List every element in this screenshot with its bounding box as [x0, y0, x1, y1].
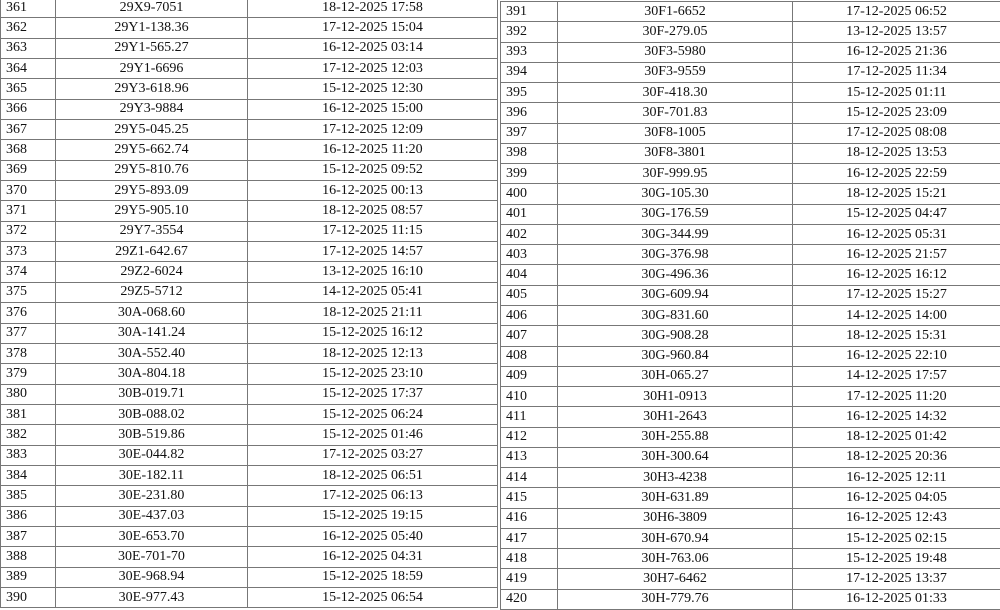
- row-number: 390: [1, 587, 56, 607]
- row-number: 367: [1, 120, 56, 140]
- row-number: 370: [1, 181, 56, 201]
- row-number: 410: [501, 387, 558, 407]
- table-row: [501, 62, 1000, 82]
- table-row: [1, 221, 498, 241]
- table-row: [1, 526, 498, 546]
- row-number: 374: [1, 262, 56, 282]
- timestamp: 16-12-2025 14:32: [793, 407, 1000, 427]
- table-row: [501, 184, 1000, 204]
- table-row: [501, 103, 1000, 123]
- row-number: 383: [1, 445, 56, 465]
- row-number: 388: [1, 547, 56, 567]
- license-plate: 29Y5-893.09: [56, 181, 248, 201]
- license-plate: 30G-176.59: [558, 204, 793, 224]
- table-row: [1, 364, 498, 384]
- table-row: [501, 265, 1000, 285]
- timestamp: 16-12-2025 01:33: [793, 589, 1000, 609]
- table-row: [1, 486, 498, 506]
- timestamp: 16-12-2025 00:13: [248, 181, 498, 201]
- row-number: 375: [1, 282, 56, 302]
- license-plate: 30H-300.64: [558, 447, 793, 467]
- row-number: 371: [1, 201, 56, 221]
- row-number: 402: [501, 224, 558, 244]
- timestamp: 16-12-2025 12:11: [793, 468, 1000, 488]
- timestamp: 18-12-2025 15:21: [793, 184, 1000, 204]
- row-number: 420: [501, 589, 558, 609]
- table-row: [501, 569, 1000, 589]
- license-plate: 29Y7-3554: [56, 221, 248, 241]
- license-plate: 30G-960.84: [558, 346, 793, 366]
- row-number: 362: [1, 18, 56, 38]
- row-number: 373: [1, 242, 56, 262]
- row-number: 407: [501, 326, 558, 346]
- table-row: [501, 224, 1000, 244]
- timestamp: 15-12-2025 23:10: [248, 364, 498, 384]
- row-number: 411: [501, 407, 558, 427]
- timestamp: 16-12-2025 05:40: [248, 526, 498, 546]
- license-plate: 30A-068.60: [56, 303, 248, 323]
- table-row: [501, 143, 1000, 163]
- timestamp: 17-12-2025 06:52: [793, 2, 1000, 22]
- timestamp: 17-12-2025 08:08: [793, 123, 1000, 143]
- table-row: [1, 181, 498, 201]
- table-row: [501, 387, 1000, 407]
- license-plate: 30B-519.86: [56, 425, 248, 445]
- license-plate: 30H-631.89: [558, 488, 793, 508]
- table-row: [1, 79, 498, 99]
- table-row: [501, 2, 1000, 22]
- timestamp: 16-12-2025 16:12: [793, 265, 1000, 285]
- license-plate: 29Y5-045.25: [56, 120, 248, 140]
- row-number: 378: [1, 343, 56, 363]
- license-plate: 30F3-9559: [558, 62, 793, 82]
- row-number: 396: [501, 103, 558, 123]
- timestamp: 18-12-2025 08:57: [248, 201, 498, 221]
- row-number: 418: [501, 549, 558, 569]
- table-row: [501, 22, 1000, 42]
- timestamp: 16-12-2025 04:05: [793, 488, 1000, 508]
- row-number: 392: [501, 22, 558, 42]
- table-row: [501, 164, 1000, 184]
- license-plate: 30H1-0913: [558, 387, 793, 407]
- row-number: 366: [1, 99, 56, 119]
- timestamp: 17-12-2025 03:27: [248, 445, 498, 465]
- row-number: 399: [501, 164, 558, 184]
- timestamp: 16-12-2025 15:00: [248, 99, 498, 119]
- timestamp: 16-12-2025 21:57: [793, 245, 1000, 265]
- license-plate: 29Z2-6024: [56, 262, 248, 282]
- row-number: 415: [501, 488, 558, 508]
- timestamp: 18-12-2025 01:42: [793, 427, 1000, 447]
- row-number: 365: [1, 79, 56, 99]
- row-number: 405: [501, 285, 558, 305]
- license-plate: 30E-182.11: [56, 465, 248, 485]
- license-plate: 30A-552.40: [56, 343, 248, 363]
- license-plate: 30H-763.06: [558, 549, 793, 569]
- license-plate: 30F8-3801: [558, 143, 793, 163]
- table-row: [1, 201, 498, 221]
- timestamp: 17-12-2025 11:15: [248, 221, 498, 241]
- timestamp: 18-12-2025 20:36: [793, 447, 1000, 467]
- row-number: 400: [501, 184, 558, 204]
- table-row: [1, 38, 498, 58]
- license-plate: 30G-344.99: [558, 224, 793, 244]
- row-number: 409: [501, 366, 558, 386]
- table-row: [1, 0, 498, 18]
- timestamp: 15-12-2025 18:59: [248, 567, 498, 587]
- table-row: [1, 547, 498, 567]
- timestamp: 16-12-2025 12:43: [793, 508, 1000, 528]
- license-plate: 30F-279.05: [558, 22, 793, 42]
- timestamp: 18-12-2025 06:51: [248, 465, 498, 485]
- table-row: [501, 488, 1000, 508]
- row-number: 414: [501, 468, 558, 488]
- timestamp: 15-12-2025 01:11: [793, 83, 1000, 103]
- table-row: [501, 407, 1000, 427]
- table-row: [1, 303, 498, 323]
- license-plate: 30B-088.02: [56, 404, 248, 424]
- license-plate: 29Y1-565.27: [56, 38, 248, 58]
- timestamp: 18-12-2025 13:53: [793, 143, 1000, 163]
- table-row: [501, 447, 1000, 467]
- row-number: 382: [1, 425, 56, 445]
- timestamp: 14-12-2025 17:57: [793, 366, 1000, 386]
- license-plate: 30H6-3809: [558, 508, 793, 528]
- timestamp: 17-12-2025 12:09: [248, 120, 498, 140]
- license-plate: 30H-255.88: [558, 427, 793, 447]
- table-row: [1, 140, 498, 160]
- timestamp: 17-12-2025 13:37: [793, 569, 1000, 589]
- license-plate: 29X9-7051: [56, 0, 248, 18]
- timestamp: 18-12-2025 12:13: [248, 343, 498, 363]
- license-plate: 29Y3-618.96: [56, 79, 248, 99]
- table-row: [501, 346, 1000, 366]
- table-row: [1, 59, 498, 79]
- table-row: [501, 326, 1000, 346]
- timestamp: 13-12-2025 16:10: [248, 262, 498, 282]
- table-row: [501, 549, 1000, 569]
- license-plate: 30H3-4238: [558, 468, 793, 488]
- license-plate: 30E-977.43: [56, 587, 248, 607]
- row-number: 397: [501, 123, 558, 143]
- license-plate: 30E-701-70: [56, 547, 248, 567]
- license-plate: 30E-437.03: [56, 506, 248, 526]
- license-plate: 29Y3-9884: [56, 99, 248, 119]
- license-plate: 30F3-5980: [558, 42, 793, 62]
- table-row: [501, 42, 1000, 62]
- license-plate: 30F8-1005: [558, 123, 793, 143]
- timestamp: 17-12-2025 15:04: [248, 18, 498, 38]
- timestamp: 15-12-2025 06:24: [248, 404, 498, 424]
- timestamp: 17-12-2025 15:27: [793, 285, 1000, 305]
- license-plate: 30E-231.80: [56, 486, 248, 506]
- row-number: 372: [1, 221, 56, 241]
- license-plate: 29Y5-810.76: [56, 160, 248, 180]
- timestamp: 15-12-2025 19:48: [793, 549, 1000, 569]
- row-number: 401: [501, 204, 558, 224]
- timestamp: 18-12-2025 21:11: [248, 303, 498, 323]
- row-number: 387: [1, 526, 56, 546]
- table-row: [1, 506, 498, 526]
- row-number: 416: [501, 508, 558, 528]
- timestamp: 14-12-2025 14:00: [793, 305, 1000, 325]
- timestamp: 18-12-2025 17:58: [248, 0, 498, 18]
- table-row: [1, 384, 498, 404]
- table-row: [501, 305, 1000, 325]
- license-plate: 29Z5-5712: [56, 282, 248, 302]
- table-row: [1, 99, 498, 119]
- row-number: 394: [501, 62, 558, 82]
- timestamp: 17-12-2025 12:03: [248, 59, 498, 79]
- row-number: 379: [1, 364, 56, 384]
- license-plate: 30G-376.98: [558, 245, 793, 265]
- timestamp: 17-12-2025 06:13: [248, 486, 498, 506]
- row-number: 398: [501, 143, 558, 163]
- table-row: [1, 160, 498, 180]
- timestamp: 15-12-2025 01:46: [248, 425, 498, 445]
- timestamp: 15-12-2025 02:15: [793, 528, 1000, 548]
- license-plate: 30F-418.30: [558, 83, 793, 103]
- row-number: 381: [1, 404, 56, 424]
- license-plate: 30G-609.94: [558, 285, 793, 305]
- table-row: [501, 468, 1000, 488]
- license-plate: 30H-779.76: [558, 589, 793, 609]
- table-row: [501, 285, 1000, 305]
- table-row: [1, 445, 498, 465]
- table-row: [501, 508, 1000, 528]
- table-row: [1, 425, 498, 445]
- table-row: [1, 18, 498, 38]
- right-records-table: [500, 1, 1000, 610]
- row-number: 391: [501, 2, 558, 22]
- table-row: [501, 204, 1000, 224]
- timestamp: 16-12-2025 03:14: [248, 38, 498, 58]
- license-plate: 30B-019.71: [56, 384, 248, 404]
- license-plate: 30H-065.27: [558, 366, 793, 386]
- row-number: 363: [1, 38, 56, 58]
- timestamp: 16-12-2025 21:36: [793, 42, 1000, 62]
- row-number: 419: [501, 569, 558, 589]
- row-number: 403: [501, 245, 558, 265]
- timestamp: 16-12-2025 22:10: [793, 346, 1000, 366]
- row-number: 368: [1, 140, 56, 160]
- table-row: [501, 245, 1000, 265]
- timestamp: 16-12-2025 11:20: [248, 140, 498, 160]
- timestamp: 17-12-2025 11:20: [793, 387, 1000, 407]
- timestamp: 15-12-2025 16:12: [248, 323, 498, 343]
- license-plate: 29Z1-642.67: [56, 242, 248, 262]
- row-number: 376: [1, 303, 56, 323]
- timestamp: 16-12-2025 22:59: [793, 164, 1000, 184]
- row-number: 364: [1, 59, 56, 79]
- timestamp: 16-12-2025 05:31: [793, 224, 1000, 244]
- timestamp: 15-12-2025 17:37: [248, 384, 498, 404]
- timestamp: 15-12-2025 12:30: [248, 79, 498, 99]
- timestamp: 15-12-2025 09:52: [248, 160, 498, 180]
- license-plate: 30A-804.18: [56, 364, 248, 384]
- timestamp: 14-12-2025 05:41: [248, 282, 498, 302]
- table-row: [501, 589, 1000, 609]
- timestamp: 15-12-2025 19:15: [248, 506, 498, 526]
- table-row: [501, 427, 1000, 447]
- table-row: [1, 323, 498, 343]
- left-records-table: [0, 0, 498, 608]
- row-number: 395: [501, 83, 558, 103]
- license-plate: 30G-908.28: [558, 326, 793, 346]
- row-number: 377: [1, 323, 56, 343]
- row-number: 404: [501, 265, 558, 285]
- row-number: 413: [501, 447, 558, 467]
- timestamp: 15-12-2025 23:09: [793, 103, 1000, 123]
- license-plate: 30G-105.30: [558, 184, 793, 204]
- row-number: 369: [1, 160, 56, 180]
- license-plate: 30F-701.83: [558, 103, 793, 123]
- table-row: [1, 343, 498, 363]
- row-number: 393: [501, 42, 558, 62]
- license-plate: 29Y5-905.10: [56, 201, 248, 221]
- license-plate: 30H-670.94: [558, 528, 793, 548]
- timestamp: 13-12-2025 13:57: [793, 22, 1000, 42]
- license-plate: 29Y1-6696: [56, 59, 248, 79]
- license-plate: 30H1-2643: [558, 407, 793, 427]
- license-plate: 30E-968.94: [56, 567, 248, 587]
- row-number: 389: [1, 567, 56, 587]
- row-number: 386: [1, 506, 56, 526]
- table-row: [1, 404, 498, 424]
- license-plate: 30F1-6652: [558, 2, 793, 22]
- table-row: [1, 465, 498, 485]
- license-plate: 30H7-6462: [558, 569, 793, 589]
- table-row: [1, 282, 498, 302]
- row-number: 384: [1, 465, 56, 485]
- timestamp: 17-12-2025 11:34: [793, 62, 1000, 82]
- timestamp: 15-12-2025 06:54: [248, 587, 498, 607]
- license-plate: 30A-141.24: [56, 323, 248, 343]
- timestamp: 16-12-2025 04:31: [248, 547, 498, 567]
- license-plate: 29Y1-138.36: [56, 18, 248, 38]
- row-number: 406: [501, 305, 558, 325]
- row-number: 408: [501, 346, 558, 366]
- license-plate: 30E-044.82: [56, 445, 248, 465]
- table-row: [501, 528, 1000, 548]
- row-number: 417: [501, 528, 558, 548]
- license-plate: 29Y5-662.74: [56, 140, 248, 160]
- table-row: [501, 83, 1000, 103]
- table-row: [1, 242, 498, 262]
- row-number: 361: [1, 0, 56, 18]
- license-plate: 30G-496.36: [558, 265, 793, 285]
- table-row: [501, 123, 1000, 143]
- license-plate: 30E-653.70: [56, 526, 248, 546]
- row-number: 412: [501, 427, 558, 447]
- table-row: [1, 567, 498, 587]
- license-plate: 30F-999.95: [558, 164, 793, 184]
- table-row: [1, 262, 498, 282]
- table-row: [1, 120, 498, 140]
- row-number: 385: [1, 486, 56, 506]
- table-row: [501, 366, 1000, 386]
- timestamp: 17-12-2025 14:57: [248, 242, 498, 262]
- timestamp: 18-12-2025 15:31: [793, 326, 1000, 346]
- row-number: 380: [1, 384, 56, 404]
- timestamp: 15-12-2025 04:47: [793, 204, 1000, 224]
- table-row: [1, 587, 498, 607]
- license-plate: 30G-831.60: [558, 305, 793, 325]
